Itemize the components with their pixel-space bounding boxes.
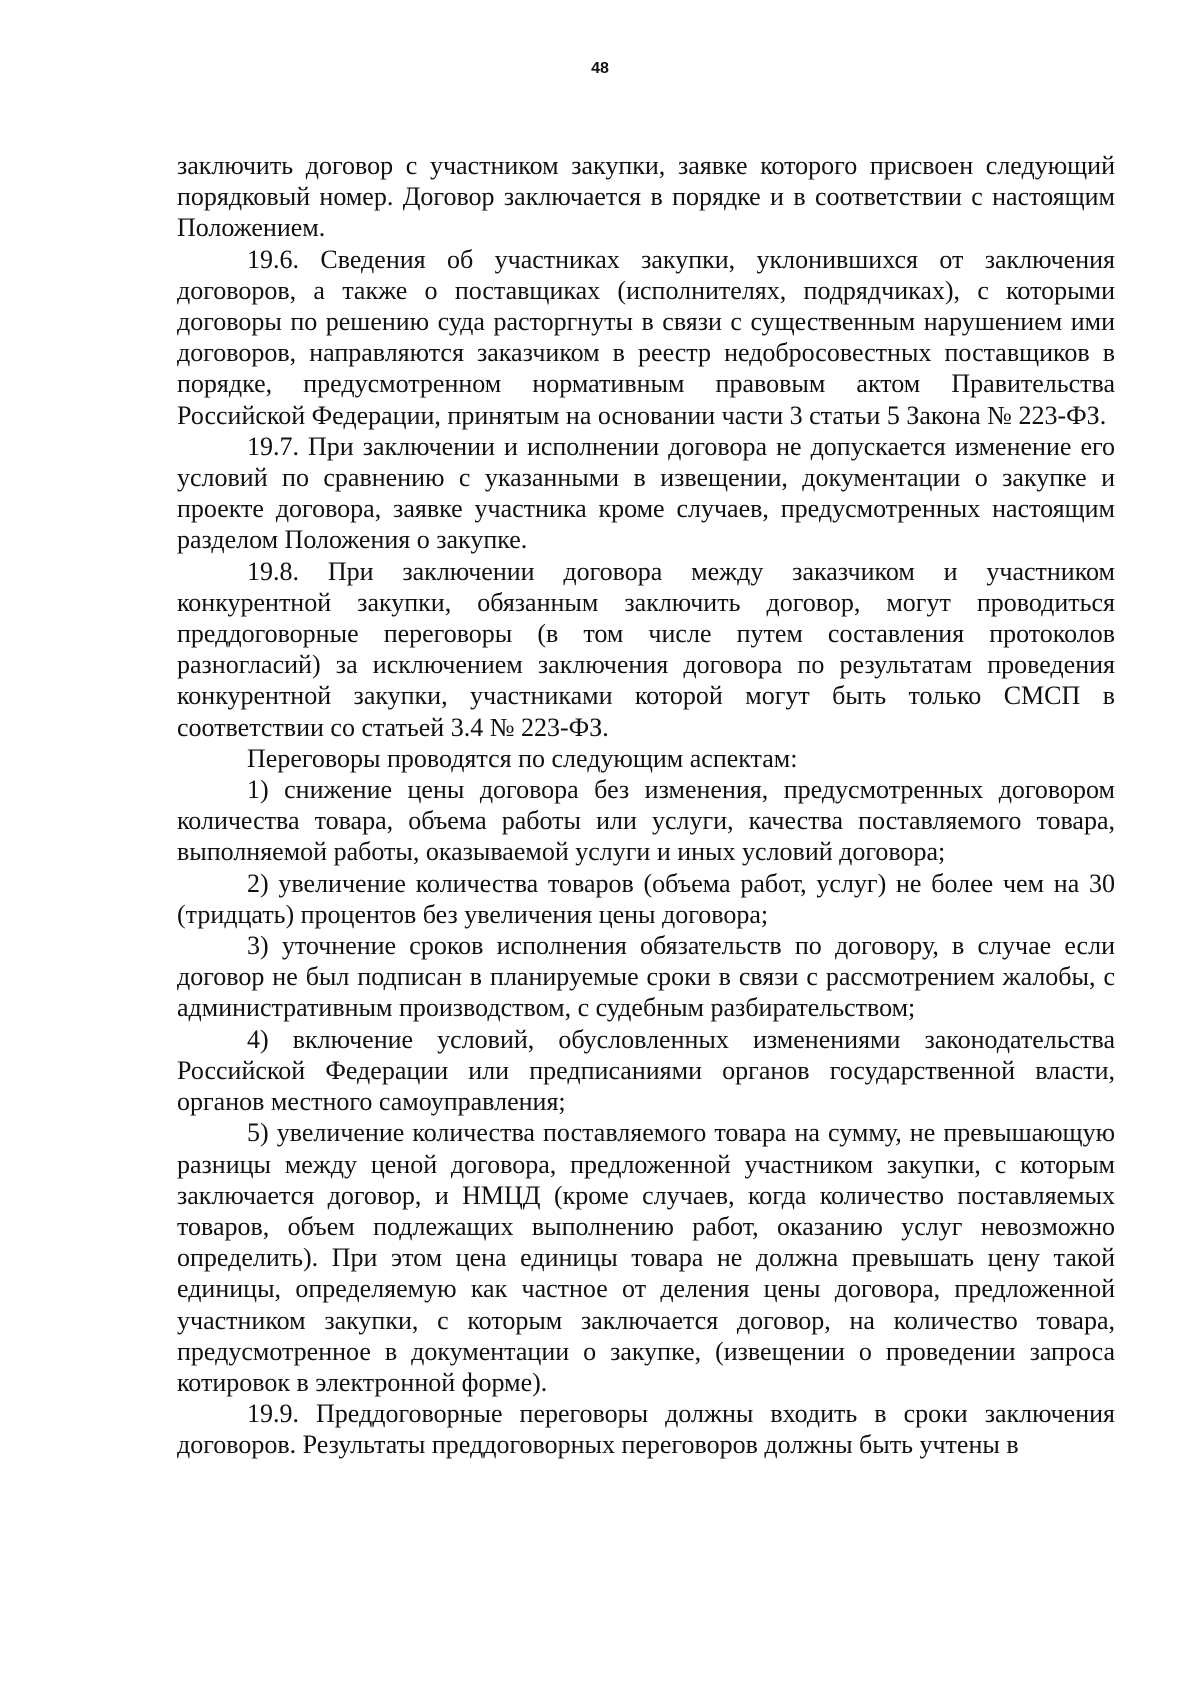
paragraph-19-6: 19.6. Сведения об участниках закупки, уклонившихся от заключения договоров, а также о поставщиках (исполнителях, подрядчиках), с которыми договоры по решению суда расторгнуты в связи с существенным нарушением ими договоров, направляются заказчиком в реестр недобросовестных поставщиков в порядке, предусмотренном нормативным правовым актом Правительства Российской Федерации, принятым на основании части 3 статьи 5 Закона № 223-ФЗ. bbox=[177, 244, 1115, 430]
document-body bbox=[177, 150, 1115, 1461]
negotiation-aspects-intro: Переговоры проводятся по следующим аспектам: bbox=[247, 743, 798, 773]
list-item-4: 4) включение условий, обусловленных изменениями законодательства Российской Федерации или предписаниями органов государственной власти, органов местного самоуправления; bbox=[177, 1024, 1115, 1117]
paragraph-19-7: 19.7. При заключении и исполнении договора не допускается изменение его условий по сравнению с указанными в извещении, документации о закупке и проекте договора, заявке участника кроме случаев, предусмотренных настоящим разделом Положения о закупке. bbox=[177, 431, 1115, 555]
page-number: 48 bbox=[591, 60, 609, 77]
paragraph-continuation: заключить договор с участником закупки, заявке которого присвоен следующий порядковый номер. Договор заключается в порядке и в соответствии с настоящим Положением. bbox=[177, 151, 1115, 243]
paragraph-19-9: 19.9. Преддоговорные переговоры должны входить в сроки заключения договоров. Результаты преддоговорных переговоров должны быть учтены в bbox=[177, 1399, 1115, 1460]
list-item-3: 3) уточнение сроков исполнения обязательств по договору, в случае если договор не был подписан в планируемые сроки в связи с рассмотрением жалобы, с административным производством, с судебным разбирательством; bbox=[177, 931, 1115, 1023]
list-item-1: 1) снижение цены договора без изменения, предусмотренных договором количества товара, объема работы или услуги, качества поставляемого товара, выполняемой работы, оказываемой услуги и иных условий договора; bbox=[177, 775, 1115, 867]
paragraph-19-8: 19.8. При заключении договора между заказчиком и участником конкурентной закупки, обязанным заключить договор, могут проводиться преддоговорные переговоры (в том числе путем составления протоколов разногласий) за исключением заключения договора по результатам проведения конкурентной закупки, участниками которой могут быть только СМСП в соответствии со статьей 3.4 № 223-ФЗ. bbox=[177, 556, 1115, 742]
list-item-5: 5) увеличение количества поставляемого товара на сумму, не превышающую разницы между ценой договора, предложенной участником закупки, с которым заключается договор, и НМЦД (кроме случаев, когда количество поставляемых товаров, объем подлежащих выполнению работ, оказанию услуг невозможно определить). При этом цена единицы товара не должна превышать цену такой единицы, определяемую как частное от деления цены договора, предложенной участником закупки, с которым заключается договор, на количество товара, предусмотренное в документации о закупке, (извещении о проведении запроса котировок в электронной форме). bbox=[177, 1118, 1115, 1397]
list-item-2: 2) увеличение количества товаров (объема работ, услуг) не более чем на 30 (тридцать) процентов без увеличения цены договора; bbox=[177, 868, 1115, 929]
